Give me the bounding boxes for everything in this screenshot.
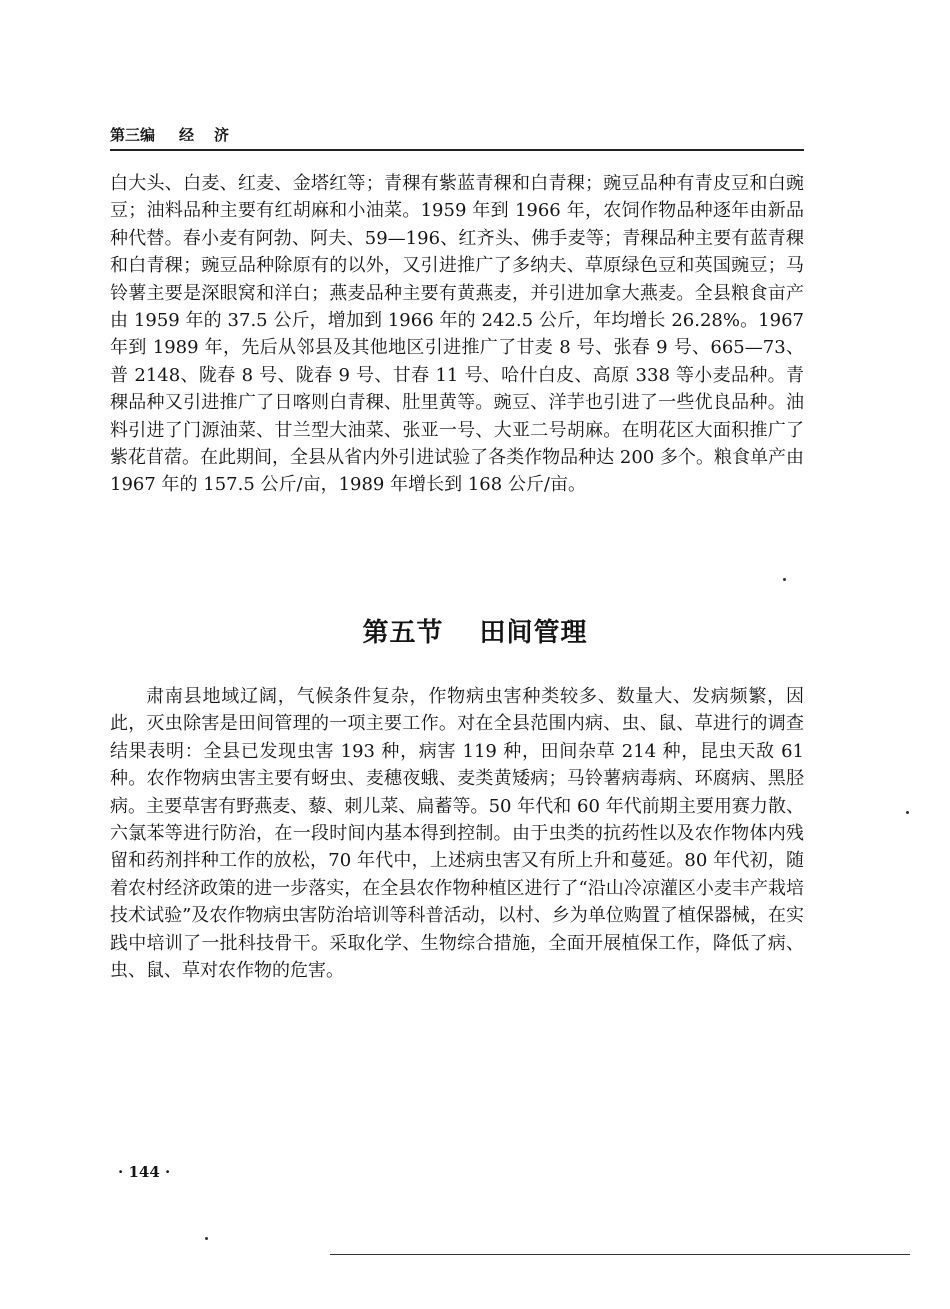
paragraph-field-management: 肃南县地域辽阔，气候条件复杂，作物病虫害种类较多、数量大、发病频繁，因此，灭虫除害是田间管理的一项主要工作。对在全县范围内病、虫、鼠、草进行的调查结果表明：全县已发现虫害 193 种，病害 119 种，田间杂草 214 种，昆虫天敌 61 种。农作物病虫害主要有蚜虫、麦穗夜蛾、麦类黄矮病；马铃薯病毒病、环腐病、黑胫病。主要草害有野燕麦、藜、刺儿菜、扁蓄等。50 年代和 60 年代前期主要用赛力散、六氯苯等进行防治，在一段时间内基本得到控制。由于虫类的抗药性以及农作物体内残留和药剂拌种工作的放松，70 年代中，上述病虫害又有所上升和蔓延。80 年代初，随着农村经济政策的进一步落实，在全县农作物种植区进行了“沿山冷凉灌区小麦丰产栽培技术试验”及农作物病虫害防治培训等科普活动，以村、乡为单位购置了植保器械，在实践中培训了一批科技骨干。采取化学、生物综合措施，全面开展植保工作，降低了病、虫、鼠、草对农作物的危害。 [110, 686, 804, 982]
scan-speck [783, 578, 786, 581]
header-section: 经济 [179, 126, 250, 144]
page-number: · 144 · [118, 1163, 171, 1181]
scan-speck [906, 811, 909, 814]
section-name: 田间管理 [479, 618, 588, 648]
header-part: 第三编 [110, 126, 156, 144]
bottom-rule [330, 1254, 910, 1255]
section-number: 第五节 [362, 618, 444, 648]
section-title [0, 612, 950, 649]
running-header [110, 124, 804, 151]
scan-speck [205, 1237, 208, 1240]
paragraph-continued: 白大头、白麦、红麦、金塔红等；青稞有紫蓝青稞和白青稞；豌豆品种有青皮豆和白豌豆；油料品种主要有红胡麻和小油菜。1959 年到 1966 年，农饲作物品种逐年由新品种代替。春小麦有阿勃、阿夫、59—196、红齐头、佛手麦等；青稞品种主要有蓝青稞和白青稞；豌豆品种除原有的以外，又引进推广了多纳夫、草原绿色豆和英国豌豆；马铃薯主要是深眼窝和洋白；燕麦品种主要有黄燕麦，并引进加拿大燕麦。全县粮食亩产由 1959 年的 37.5 公斤，增加到 1966 年的 242.5 公斤，年均增长 26.28%。1967 年到 1989 年，先后从邻县及其他地区引进推广了甘麦 8 号、张春 9 号、665—73、普 2148、陇春 8 号、陇春 9 号、甘春 11 号、哈什白皮、高原 338 等小麦品种。青稞品种又引进推广了日喀则白青稞、肚里黄等。豌豆、洋芋也引进了一些优良品种。油料引进了门源油菜、甘兰型大油菜、张亚一号、大亚二号胡麻。在明花区大面积推广了紫花苜蓿。在此期间，全县从省内外引进试验了各类作物品种达 200 多个。粮食单产由 1967 年的 157.5 公斤/亩，1989 年增长到 168 公斤/亩。 [110, 173, 804, 496]
